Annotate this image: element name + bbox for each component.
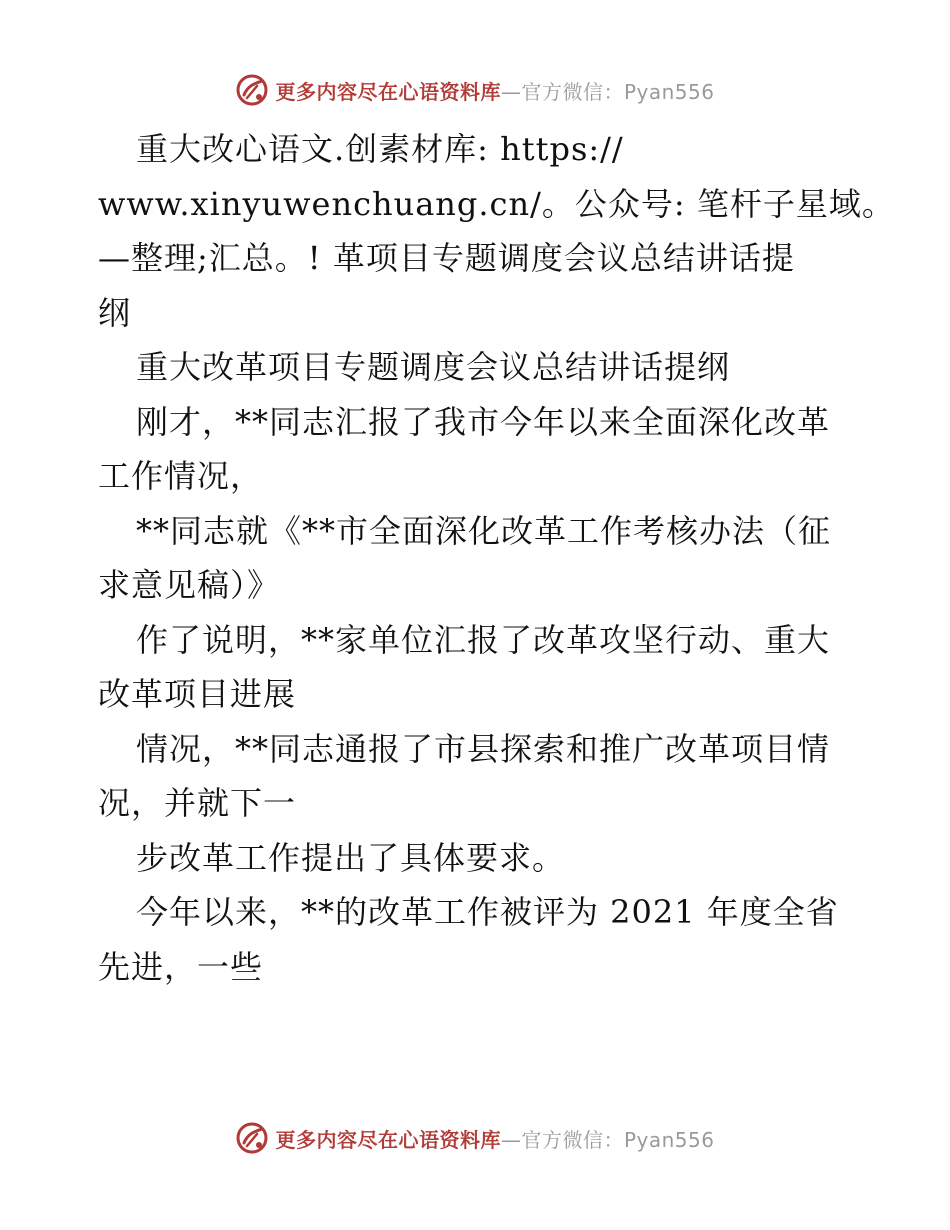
footer-banner [0, 1118, 950, 1158]
doc-line: 步改革工作提出了具体要求。 [136, 838, 566, 877]
footer-banner-wechat: —官方微信：Pyan556 [500, 1127, 715, 1152]
doc-line: 先进，一些 [98, 947, 264, 986]
footer-banner-main: 更多内容尽在心语资料库 [275, 1127, 501, 1152]
doc-line: 纲 [98, 293, 132, 332]
doc-line: 改革项目进展 [98, 675, 297, 713]
doc-line: 重大改心语文.创素材库: https:// [136, 130, 624, 168]
doc-line: 工作情况， [98, 457, 264, 495]
doc-title-line: 重大改革项目专题调度会议总结讲话提纲 [136, 348, 731, 386]
doc-line: 情况，**同志通报了市县探索和推广改革项目情 [136, 729, 831, 768]
doc-line: 况，并就下一 [98, 784, 297, 822]
header-banner [0, 70, 950, 110]
footer-banner-text [275, 1124, 714, 1153]
doc-line: 刚才，**同志汇报了我市今年以来全面深化改革 [136, 402, 831, 441]
header-banner-main: 更多内容尽在心语资料库 [275, 79, 501, 104]
doc-line: 作了说明，**家单位汇报了改革攻坚行动、重大 [136, 620, 831, 659]
document-body [98, 122, 895, 994]
doc-line: 求意见稿）》 [98, 566, 281, 604]
seal-logo-icon [235, 73, 269, 107]
doc-line: 今年以来，**的改革工作被评为 2021 年度全省 [136, 893, 839, 931]
header-banner-text [275, 76, 714, 105]
seal-logo-icon [235, 1121, 269, 1155]
header-banner-wechat: —官方微信：Pyan556 [500, 79, 715, 104]
doc-line: www.xinyuwenchuang.cn/。公众号: 笔杆子星域。 [98, 184, 895, 223]
doc-line: **同志就《**市全面深化改革工作考核办法（征 [136, 511, 832, 550]
doc-line: —整理;汇总。! 革项目专题调度会议总结讲话提 [98, 239, 795, 277]
